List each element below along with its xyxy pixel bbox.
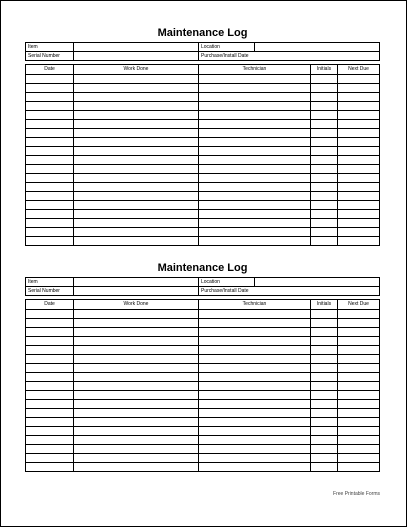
date-cell[interactable] — [26, 120, 74, 129]
next-due-cell[interactable] — [338, 147, 380, 156]
technician-cell[interactable] — [199, 183, 311, 192]
technician-cell[interactable] — [199, 454, 311, 463]
date-cell[interactable] — [26, 93, 74, 102]
table-row — [26, 427, 380, 436]
next-due-cell[interactable] — [338, 93, 380, 102]
technician-cell[interactable] — [199, 120, 311, 129]
technician-cell[interactable] — [199, 201, 311, 210]
date-cell[interactable] — [26, 138, 74, 147]
date-cell[interactable] — [26, 445, 74, 454]
next-due-cell[interactable] — [338, 382, 380, 391]
initials-cell[interactable] — [311, 454, 338, 463]
next-due-cell[interactable] — [338, 418, 380, 427]
technician-cell[interactable] — [199, 129, 311, 138]
work-done-cell[interactable] — [74, 165, 199, 174]
initials-cell[interactable] — [311, 310, 338, 319]
technician-cell[interactable] — [199, 436, 311, 445]
info-table — [25, 42, 380, 61]
date-cell[interactable] — [26, 400, 74, 409]
next-due-cell[interactable] — [338, 310, 380, 319]
table-row — [26, 147, 380, 156]
date-cell[interactable] — [26, 337, 74, 346]
serial-number-label: Serial Number — [26, 52, 74, 61]
item-label: Item — [26, 278, 74, 287]
date-cell[interactable] — [26, 84, 74, 93]
next-due-cell[interactable] — [338, 120, 380, 129]
work-done-cell[interactable] — [74, 147, 199, 156]
initials-cell[interactable] — [311, 337, 338, 346]
technician-cell[interactable] — [199, 228, 311, 237]
date-cell[interactable] — [26, 418, 74, 427]
date-cell[interactable] — [26, 147, 74, 156]
work-done-cell[interactable] — [74, 319, 199, 328]
next-due-cell[interactable] — [338, 192, 380, 201]
log-title: Maintenance Log — [157, 27, 248, 39]
date-cell[interactable] — [26, 183, 74, 192]
technician-cell[interactable] — [199, 373, 311, 382]
item-field[interactable] — [74, 43, 199, 52]
initials-cell[interactable] — [311, 346, 338, 355]
date-cell[interactable] — [26, 355, 74, 364]
initials-cell[interactable] — [311, 138, 338, 147]
technician-cell[interactable] — [199, 310, 311, 319]
technician-cell[interactable] — [199, 391, 311, 400]
initials-cell[interactable] — [311, 228, 338, 237]
log-table — [25, 299, 380, 472]
initials-header: Initials — [311, 300, 338, 310]
log-title: Maintenance Log — [157, 262, 248, 274]
purchase-install-date-label: Purchase/Install Date — [199, 287, 380, 296]
date-cell[interactable] — [26, 102, 74, 111]
work-done-cell[interactable] — [74, 111, 199, 120]
work-done-cell[interactable] — [74, 337, 199, 346]
work-done-cell[interactable] — [74, 409, 199, 418]
item-label: Item — [26, 43, 74, 52]
initials-cell[interactable] — [311, 84, 338, 93]
work-done-cell[interactable] — [74, 228, 199, 237]
technician-cell[interactable] — [199, 138, 311, 147]
work-done-cell[interactable] — [74, 174, 199, 183]
table-row — [26, 463, 380, 472]
work-done-cell[interactable] — [74, 391, 199, 400]
table-row — [26, 346, 380, 355]
technician-cell[interactable] — [199, 156, 311, 165]
technician-header: Technician — [199, 65, 311, 75]
table-row — [26, 436, 380, 445]
next-due-cell[interactable] — [338, 156, 380, 165]
next-due-cell[interactable] — [338, 454, 380, 463]
table-row — [26, 93, 380, 102]
serial-number-label: Serial Number — [26, 287, 74, 296]
work-done-cell[interactable] — [74, 463, 199, 472]
work-done-cell[interactable] — [74, 129, 199, 138]
table-row — [26, 391, 380, 400]
work-done-cell[interactable] — [74, 355, 199, 364]
initials-cell[interactable] — [311, 165, 338, 174]
table-row — [26, 418, 380, 427]
table-row — [26, 138, 380, 147]
work-done-cell[interactable] — [74, 454, 199, 463]
next-due-cell[interactable] — [338, 463, 380, 472]
technician-header: Technician — [199, 300, 311, 310]
table-row — [26, 382, 380, 391]
next-due-cell[interactable] — [338, 427, 380, 436]
initials-cell[interactable] — [311, 373, 338, 382]
initials-cell[interactable] — [311, 156, 338, 165]
table-row — [26, 400, 380, 409]
technician-cell[interactable] — [199, 219, 311, 228]
work-done-cell[interactable] — [74, 373, 199, 382]
technician-cell[interactable] — [199, 102, 311, 111]
initials-cell[interactable] — [311, 409, 338, 418]
initials-cell[interactable] — [311, 75, 338, 84]
table-row — [26, 364, 380, 373]
work-done-cell[interactable] — [74, 102, 199, 111]
serial-number-field[interactable] — [74, 287, 199, 296]
work-done-cell[interactable] — [74, 400, 199, 409]
header-row — [26, 65, 380, 75]
work-done-cell[interactable] — [74, 445, 199, 454]
technician-cell[interactable] — [199, 382, 311, 391]
initials-cell[interactable] — [311, 427, 338, 436]
initials-cell[interactable] — [311, 328, 338, 337]
date-cell[interactable] — [26, 373, 74, 382]
initials-cell[interactable] — [311, 418, 338, 427]
next-due-cell[interactable] — [338, 337, 380, 346]
work-done-cell[interactable] — [74, 346, 199, 355]
table-row — [26, 111, 380, 120]
date-cell[interactable] — [26, 454, 74, 463]
maintenance-log-bottom — [25, 261, 380, 472]
initials-cell[interactable] — [311, 391, 338, 400]
table-row — [26, 409, 380, 418]
technician-cell[interactable] — [199, 210, 311, 219]
work-done-cell[interactable] — [74, 183, 199, 192]
work-done-cell[interactable] — [74, 418, 199, 427]
date-cell[interactable] — [26, 165, 74, 174]
technician-cell[interactable] — [199, 346, 311, 355]
date-cell[interactable] — [26, 210, 74, 219]
next-due-cell[interactable] — [338, 84, 380, 93]
work-done-cell[interactable] — [74, 219, 199, 228]
table-row — [26, 319, 380, 328]
initials-cell[interactable] — [311, 201, 338, 210]
date-cell[interactable] — [26, 382, 74, 391]
technician-cell[interactable] — [199, 355, 311, 364]
initials-cell[interactable] — [311, 400, 338, 409]
table-row — [26, 102, 380, 111]
next-due-cell[interactable] — [338, 436, 380, 445]
location-label: Location — [199, 278, 255, 287]
work-done-cell[interactable] — [74, 201, 199, 210]
table-row — [26, 237, 380, 246]
date-cell[interactable] — [26, 174, 74, 183]
item-field[interactable] — [74, 278, 199, 287]
date-cell[interactable] — [26, 201, 74, 210]
initials-header: Initials — [311, 65, 338, 75]
date-cell[interactable] — [26, 228, 74, 237]
initials-cell[interactable] — [311, 382, 338, 391]
next-due-cell[interactable] — [338, 400, 380, 409]
table-row — [26, 310, 380, 319]
initials-cell[interactable] — [311, 219, 338, 228]
table-row — [26, 183, 380, 192]
date-cell[interactable] — [26, 436, 74, 445]
table-row — [26, 445, 380, 454]
initials-cell[interactable] — [311, 237, 338, 246]
work-done-cell[interactable] — [74, 382, 199, 391]
next-due-cell[interactable] — [338, 328, 380, 337]
initials-cell[interactable] — [311, 355, 338, 364]
technician-cell[interactable] — [199, 364, 311, 373]
next-due-cell[interactable] — [338, 138, 380, 147]
work-done-cell[interactable] — [74, 310, 199, 319]
technician-cell[interactable] — [199, 418, 311, 427]
technician-cell[interactable] — [199, 337, 311, 346]
table-row — [26, 120, 380, 129]
technician-cell[interactable] — [199, 328, 311, 337]
work-done-cell[interactable] — [74, 192, 199, 201]
technician-cell[interactable] — [199, 319, 311, 328]
date-cell[interactable] — [26, 409, 74, 418]
date-cell[interactable] — [26, 237, 74, 246]
technician-cell[interactable] — [199, 93, 311, 102]
table-row — [26, 228, 380, 237]
table-row — [26, 75, 380, 84]
technician-cell[interactable] — [199, 75, 311, 84]
date-cell[interactable] — [26, 310, 74, 319]
next-due-cell[interactable] — [338, 75, 380, 84]
next-due-header: Next Due — [338, 65, 380, 75]
work-done-cell[interactable] — [74, 364, 199, 373]
work-done-header: Work Done — [74, 300, 199, 310]
initials-cell[interactable] — [311, 147, 338, 156]
technician-cell[interactable] — [199, 192, 311, 201]
location-label: Location — [199, 43, 255, 52]
initials-cell[interactable] — [311, 183, 338, 192]
initials-cell[interactable] — [311, 120, 338, 129]
initials-cell[interactable] — [311, 102, 338, 111]
technician-cell[interactable] — [199, 409, 311, 418]
initials-cell[interactable] — [311, 210, 338, 219]
date-cell[interactable] — [26, 111, 74, 120]
next-due-cell[interactable] — [338, 165, 380, 174]
work-done-cell[interactable] — [74, 93, 199, 102]
next-due-cell[interactable] — [338, 111, 380, 120]
date-cell[interactable] — [26, 192, 74, 201]
next-due-cell[interactable] — [338, 228, 380, 237]
next-due-cell[interactable] — [338, 319, 380, 328]
table-row — [26, 210, 380, 219]
next-due-cell[interactable] — [338, 129, 380, 138]
date-cell[interactable] — [26, 391, 74, 400]
table-row — [26, 192, 380, 201]
work-done-cell[interactable] — [74, 210, 199, 219]
work-done-cell[interactable] — [74, 436, 199, 445]
technician-cell[interactable] — [199, 427, 311, 436]
technician-cell[interactable] — [199, 463, 311, 472]
date-header: Date — [26, 300, 74, 310]
next-due-cell[interactable] — [338, 201, 380, 210]
technician-cell[interactable] — [199, 165, 311, 174]
next-due-cell[interactable] — [338, 183, 380, 192]
table-row — [26, 174, 380, 183]
table-row — [26, 156, 380, 165]
work-done-cell[interactable] — [74, 120, 199, 129]
date-cell[interactable] — [26, 319, 74, 328]
work-done-cell[interactable] — [74, 427, 199, 436]
header-row — [26, 300, 380, 310]
table-row — [26, 454, 380, 463]
date-cell[interactable] — [26, 427, 74, 436]
table-row — [26, 201, 380, 210]
initials-cell[interactable] — [311, 445, 338, 454]
purchase-install-date-label: Purchase/Install Date — [199, 52, 380, 61]
table-row — [26, 328, 380, 337]
technician-cell[interactable] — [199, 84, 311, 93]
initials-cell[interactable] — [311, 463, 338, 472]
technician-cell[interactable] — [199, 174, 311, 183]
technician-cell[interactable] — [199, 400, 311, 409]
next-due-cell[interactable] — [338, 174, 380, 183]
work-done-header: Work Done — [74, 65, 199, 75]
initials-cell[interactable] — [311, 319, 338, 328]
next-due-cell[interactable] — [338, 391, 380, 400]
table-row — [26, 355, 380, 364]
footer-credit: Free Printable Forms — [333, 491, 380, 497]
info-table — [25, 277, 380, 296]
date-cell[interactable] — [26, 346, 74, 355]
work-done-cell[interactable] — [74, 84, 199, 93]
table-row — [26, 219, 380, 228]
next-due-cell[interactable] — [338, 237, 380, 246]
technician-cell[interactable] — [199, 147, 311, 156]
table-row — [26, 337, 380, 346]
serial-number-field[interactable] — [74, 52, 199, 61]
technician-cell[interactable] — [199, 237, 311, 246]
initials-cell[interactable] — [311, 364, 338, 373]
date-cell[interactable] — [26, 328, 74, 337]
next-due-cell[interactable] — [338, 102, 380, 111]
next-due-cell[interactable] — [338, 355, 380, 364]
initials-cell[interactable] — [311, 111, 338, 120]
log-table — [25, 64, 380, 246]
maintenance-log-top — [25, 26, 380, 246]
initials-cell[interactable] — [311, 436, 338, 445]
date-header: Date — [26, 65, 74, 75]
date-cell[interactable] — [26, 156, 74, 165]
work-done-cell[interactable] — [74, 237, 199, 246]
next-due-cell[interactable] — [338, 409, 380, 418]
date-cell[interactable] — [26, 463, 74, 472]
initials-cell[interactable] — [311, 174, 338, 183]
work-done-cell[interactable] — [74, 138, 199, 147]
next-due-cell[interactable] — [338, 346, 380, 355]
table-row — [26, 129, 380, 138]
technician-cell[interactable] — [199, 445, 311, 454]
date-cell[interactable] — [26, 364, 74, 373]
initials-cell[interactable] — [311, 129, 338, 138]
work-done-cell[interactable] — [74, 328, 199, 337]
date-cell[interactable] — [26, 129, 74, 138]
date-cell[interactable] — [26, 75, 74, 84]
work-done-cell[interactable] — [74, 75, 199, 84]
next-due-cell[interactable] — [338, 364, 380, 373]
date-cell[interactable] — [26, 219, 74, 228]
table-row — [26, 373, 380, 382]
initials-cell[interactable] — [311, 93, 338, 102]
next-due-cell[interactable] — [338, 373, 380, 382]
next-due-header: Next Due — [338, 300, 380, 310]
table-row — [26, 165, 380, 174]
technician-cell[interactable] — [199, 111, 311, 120]
location-field[interactable] — [255, 278, 380, 287]
location-field[interactable] — [255, 43, 380, 52]
table-row — [26, 84, 380, 93]
next-due-cell[interactable] — [338, 210, 380, 219]
next-due-cell[interactable] — [338, 445, 380, 454]
next-due-cell[interactable] — [338, 219, 380, 228]
initials-cell[interactable] — [311, 192, 338, 201]
work-done-cell[interactable] — [74, 156, 199, 165]
